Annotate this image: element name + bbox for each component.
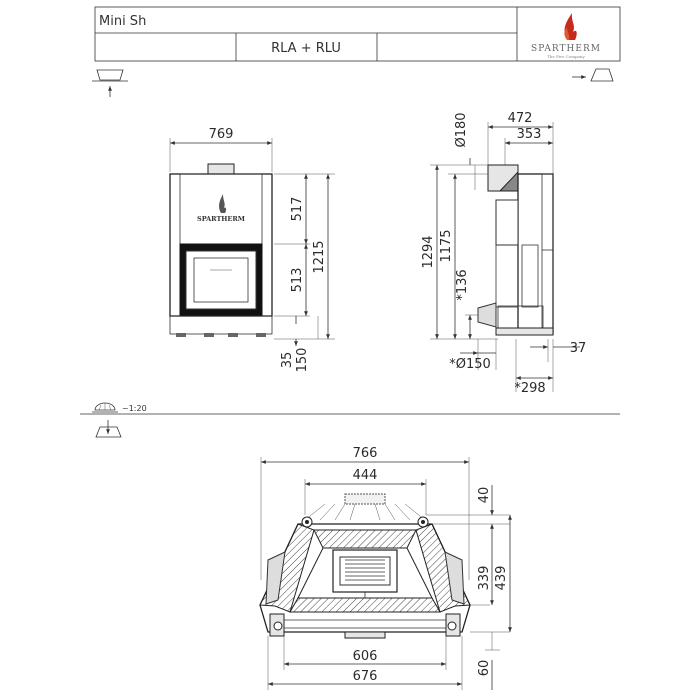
dim-side-total: 1294 xyxy=(421,235,436,269)
brand-tagline: The Fire Company xyxy=(547,54,585,59)
spartherm-logo xyxy=(531,13,601,59)
dim-side-inlet-height: *136 xyxy=(455,269,470,301)
section-scale: ~1:20 xyxy=(122,404,147,413)
dim-side-foot: 37 xyxy=(569,341,587,356)
front-view xyxy=(170,127,335,372)
side-view xyxy=(421,111,586,396)
dim-front-upper: 517 xyxy=(290,196,305,222)
dim-plan-depth-inner: 339 xyxy=(477,565,492,591)
dim-front-base: 150 xyxy=(295,347,310,373)
dim-front-total: 1215 xyxy=(312,240,327,274)
dim-plan-inner-width: 444 xyxy=(352,468,378,483)
dim-plan-outer-width: 766 xyxy=(352,446,378,461)
dim-plan-top: 40 xyxy=(477,486,492,504)
dim-front-width: 769 xyxy=(208,127,234,142)
dim-plan-front-inner: 606 xyxy=(352,649,378,664)
variant-label: RLA + RLU xyxy=(271,41,341,56)
dim-plan-front-outer: 676 xyxy=(352,669,378,684)
brand-name: SPARTHERM xyxy=(531,44,601,54)
dim-plan-bottom: 60 xyxy=(477,659,492,677)
plan-view xyxy=(260,446,510,690)
dim-side-inlet-pos: *298 xyxy=(514,381,546,396)
model-name: Mini Sh xyxy=(99,14,147,29)
dim-side-flue: Ø180 xyxy=(454,112,469,148)
dim-plan-depth-outer: 439 xyxy=(494,565,509,591)
dim-front-lower: 513 xyxy=(290,267,305,293)
dim-side-inner-depth: 353 xyxy=(516,127,542,142)
dim-side-flue-height: 1175 xyxy=(439,229,454,263)
dim-side-depth: 472 xyxy=(507,111,533,126)
front-view-symbol xyxy=(92,70,128,97)
side-view-symbol xyxy=(572,69,613,81)
front-emblem: SPARTHERM xyxy=(197,215,245,223)
dim-side-inlet: *Ø150 xyxy=(449,357,491,372)
title-block xyxy=(95,7,620,61)
dim-front-foot: 35 xyxy=(280,351,295,369)
section-divider xyxy=(80,403,620,437)
